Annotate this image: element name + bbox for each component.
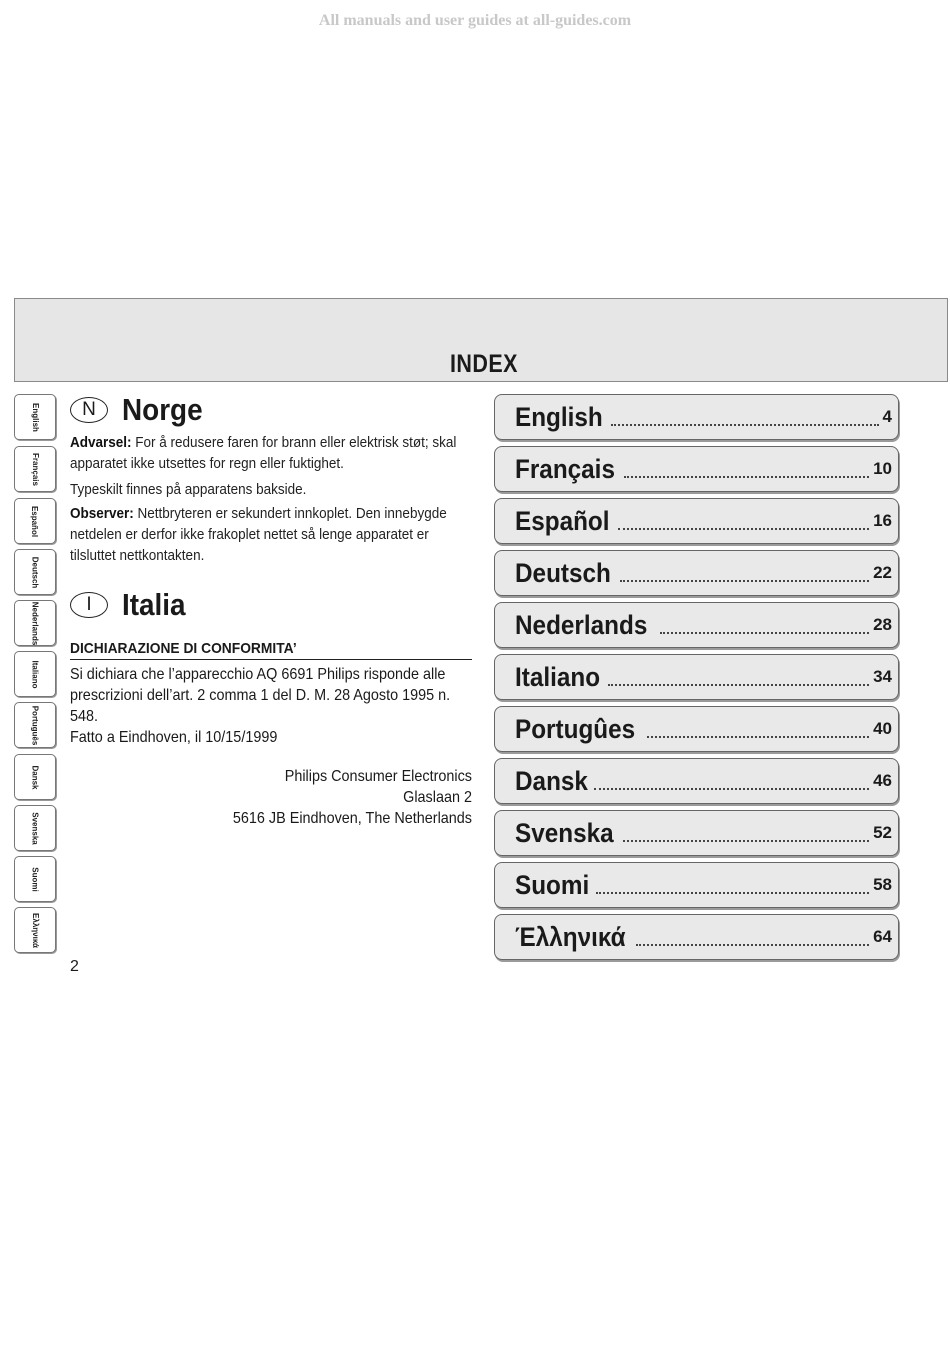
index-item-page: 16 <box>873 511 892 530</box>
side-tab-english[interactable] <box>14 394 56 440</box>
norge-observe <box>70 503 466 566</box>
address-line: 5616 JB Eindhoven, The Netherlands <box>232 810 472 827</box>
index-item-suomi[interactable] <box>494 862 899 908</box>
leader-dots <box>596 876 870 894</box>
side-tab-label: Nederlands <box>30 601 40 645</box>
index-item-nederlands[interactable] <box>494 602 899 648</box>
index-item-label: Έλληνικά <box>515 921 626 952</box>
index-item-label: Dansk <box>515 765 588 796</box>
declaration-heading <box>70 640 472 660</box>
leader-dots <box>620 564 870 582</box>
leader-dots <box>618 512 869 530</box>
index-item-label: Deutsch <box>515 557 611 588</box>
side-tab-nederlands[interactable] <box>14 600 56 646</box>
index-item-page: 52 <box>873 823 892 842</box>
index-item-page: 64 <box>873 927 892 946</box>
leader-dots <box>624 460 869 478</box>
norge-type-plate: Typeskilt finnes på apparatens bakside. <box>70 481 307 498</box>
warning-label: Advarsel: <box>70 434 132 451</box>
index-item-page: 40 <box>873 719 892 738</box>
index-title: INDEX <box>450 350 518 378</box>
side-tab-label: Italiano <box>30 659 40 689</box>
side-tab-espanol[interactable] <box>14 498 56 544</box>
side-tab-label: Svenska <box>30 811 40 845</box>
page-number: 2 <box>70 958 79 975</box>
side-tab-francais[interactable] <box>14 446 56 492</box>
norge-warning <box>70 432 466 474</box>
italia-heading <box>70 587 193 623</box>
italia-title: Italia <box>122 587 186 622</box>
leader-dots <box>660 616 869 634</box>
index-item-espanol[interactable] <box>494 498 899 544</box>
side-tab-label: Français <box>30 452 40 486</box>
index-item-page: 22 <box>873 563 892 582</box>
index-item-label: Portugûes <box>515 713 636 744</box>
index-item-label: English <box>515 401 603 432</box>
index-item-label: Italiano <box>515 661 601 692</box>
side-tab-deutsch[interactable] <box>14 549 56 595</box>
index-item-dansk[interactable] <box>494 758 899 804</box>
side-tab-label: Ελληνικά <box>30 912 40 948</box>
leader-dots <box>623 824 869 842</box>
observe-label: Observer: <box>70 505 134 522</box>
index-item-svenska[interactable] <box>494 810 899 856</box>
side-tab-label: Español <box>30 505 40 537</box>
norge-badge: N <box>70 397 108 423</box>
side-tab-dansk[interactable] <box>14 754 56 800</box>
index-item-english[interactable] <box>494 394 899 440</box>
norge-title: Norge <box>122 392 203 427</box>
index-item-page: 10 <box>873 459 892 478</box>
observe-text: Nettbryteren er sekundert innkoplet. Den innebygde netdelen er derfor ikke frakoplet nettet så lenge apparatet er tilsluttet nettkontakten. <box>70 505 447 564</box>
declaration-body: Si dichiara che l’apparecchio AQ 6691 Philips risponde alle prescrizioni dell’art. 2 comma 1 del D. M. 28 Agosto 1995 n. 548. <box>70 666 451 725</box>
index-item-page: 46 <box>873 771 892 790</box>
side-tab-italiano[interactable] <box>14 651 56 697</box>
leader-dots <box>608 668 870 686</box>
side-tab-portugues[interactable] <box>14 702 56 748</box>
index-item-label: Nederlands <box>515 609 648 640</box>
side-tab-label: English <box>30 402 40 432</box>
declaration-heading-text: DICHIARAZIONE DI CONFORMITA’ <box>70 640 297 657</box>
italia-badge: I <box>70 592 108 618</box>
index-item-portugues[interactable] <box>494 706 899 752</box>
index-item-label: Français <box>515 453 615 484</box>
side-tab-label: Português <box>30 705 40 745</box>
index-item-page: 28 <box>873 615 892 634</box>
leader-dots <box>594 772 869 790</box>
address-block <box>200 766 472 829</box>
index-item-ellinika[interactable] <box>494 914 899 960</box>
index-item-page: 4 <box>882 407 892 426</box>
index-item-label: Español <box>515 505 610 536</box>
declaration-text <box>70 664 457 748</box>
index-item-label: Suomi <box>515 869 590 900</box>
side-tab-label: Suomi <box>30 866 40 892</box>
side-tab-svenska[interactable] <box>14 805 56 851</box>
index-item-page: 34 <box>873 667 892 686</box>
index-item-label: Svenska <box>515 817 614 848</box>
index-item-italiano[interactable] <box>494 654 899 700</box>
index-item-francais[interactable] <box>494 446 899 492</box>
warning-text: For å redusere faren for brann eller elektrisk støt; skal apparatet ikke utsettes for regn eller fuktighet. <box>70 434 457 472</box>
index-item-page: 58 <box>873 875 892 894</box>
side-tab-suomi[interactable] <box>14 856 56 902</box>
index-item-deutsch[interactable] <box>494 550 899 596</box>
address-line: Philips Consumer Electronics <box>284 768 472 785</box>
side-tab-ellinika[interactable] <box>14 907 56 953</box>
norge-heading <box>70 392 212 428</box>
declaration-place-date: Fatto a Eindhoven, il 10/15/1999 <box>70 729 278 746</box>
leader-dots <box>611 408 879 426</box>
leader-dots <box>647 720 870 738</box>
leader-dots <box>636 928 869 946</box>
side-tab-label: Dansk <box>30 764 40 790</box>
address-line: Glaslaan 2 <box>403 789 472 806</box>
watermark: All manuals and user guides at all-guides.com <box>318 12 632 29</box>
side-tab-label: Deutsch <box>30 556 40 588</box>
